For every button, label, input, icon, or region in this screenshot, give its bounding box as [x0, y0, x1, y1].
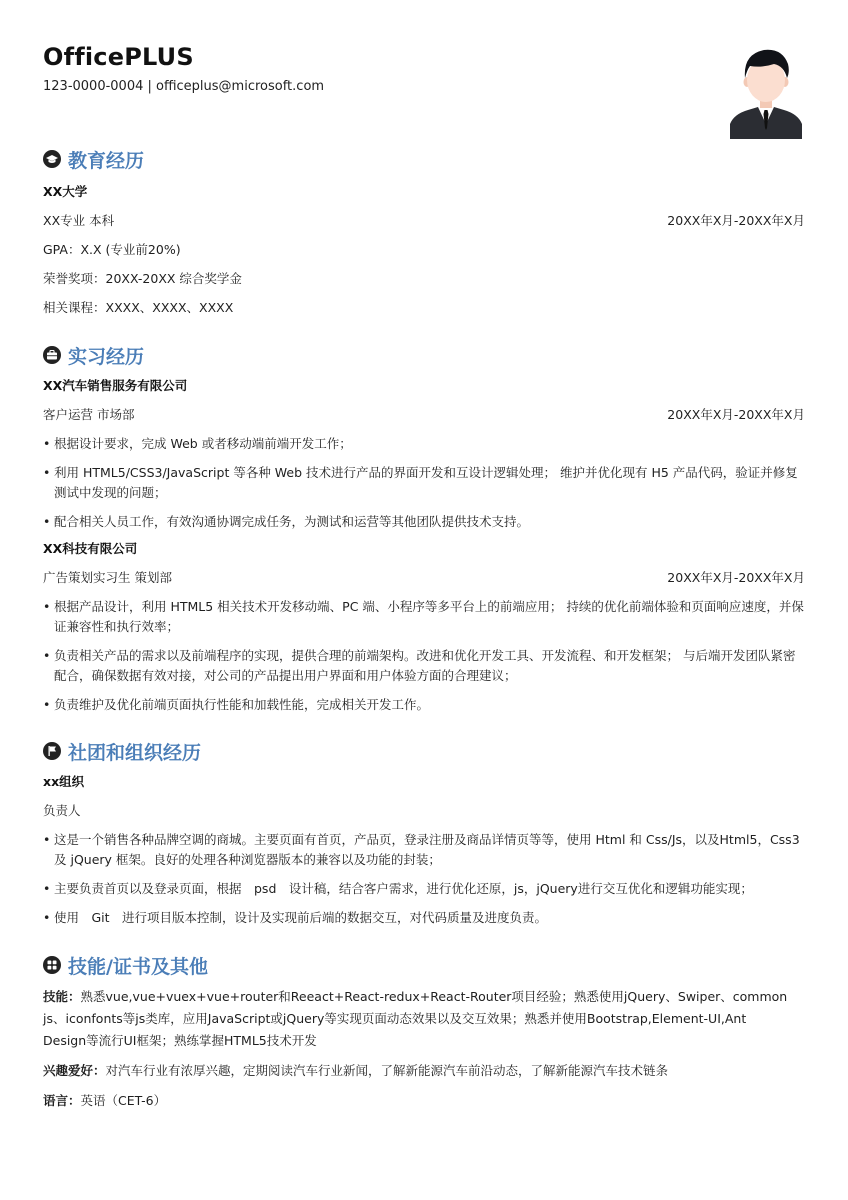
hobby-text: 对汽车行业有浓厚兴趣，定期阅读汽车行业新闻，了解新能源汽车前沿动态，了解新能源汽车技术链条 — [105, 1063, 669, 1078]
school-name: XX大学 — [43, 184, 88, 199]
job-bullets — [43, 434, 805, 532]
list-item: • 这是一个销售各种品牌空调的商城。主要页面有首页，产品页，登录注册及商品详情页等等，使用 Html 和 Css/Js，以及Html5，Css3 及 jQuery 框架。良好的处理各种浏览器版本的兼容以及功能的封装； — [43, 830, 805, 870]
company-name: XX科技有限公司 — [43, 541, 138, 556]
job-row — [43, 405, 805, 425]
education-title: 教育经历 — [68, 149, 145, 172]
list-item: • 根据产品设计，利用 HTML5 相关技术开发移动端、PC 端、小程序等多平台上的前端应用； 持续的优化前端体验和页面响应速度，并保证兼容性和执行效率； — [43, 597, 805, 637]
education-section — [43, 146, 805, 318]
education-header — [43, 146, 805, 172]
org-name: xx组织 — [43, 774, 85, 789]
org-role: 负责人 — [43, 803, 81, 818]
lang-text: 英语（CET-6） — [80, 1093, 167, 1108]
clubs-title: 社团和组织经历 — [68, 741, 202, 764]
job-date: 20XX年X月-20XX年X月 — [667, 407, 805, 422]
job-date: 20XX年X月-20XX年X月 — [667, 570, 805, 585]
list-item: • 使用 Git 进行项目版本控制，设计及实现前后端的数据交互，对代码质量及进度负责。 — [43, 908, 805, 928]
graduation-cap-icon — [43, 150, 61, 168]
flag-icon — [43, 742, 61, 760]
internship-header — [43, 342, 805, 368]
list-item: • 利用 HTML5/CSS3/JavaScript 等各种 Web 技术进行产品的界面开发和互设计逻辑处理； 维护并优化现有 H5 产品代码，验证并修复测试中发现的问题； — [43, 463, 805, 503]
languages — [43, 1090, 805, 1112]
gpa: GPA：X.X (专业前20%) — [43, 242, 181, 257]
job-row — [43, 568, 805, 588]
list-item: • 根据设计要求，完成 Web 或者移动端前端开发工作； — [43, 434, 805, 454]
list-item: • 负责维护及优化前端页面执行性能和加载性能，完成相关开发工作。 — [43, 695, 805, 715]
candidate-name: OfficePLUS — [43, 43, 194, 71]
avatar-illustration — [730, 44, 802, 139]
job-bullets — [43, 597, 805, 715]
clubs-section — [43, 738, 805, 928]
skills-section — [43, 952, 805, 1112]
education-row — [43, 211, 805, 231]
contact-info: 123-0000-0004 | officeplus@microsoft.com — [43, 79, 325, 94]
job-entry-1 — [43, 376, 805, 532]
tech-label: 技能： — [43, 989, 81, 1004]
tech-text: 熟悉vue,vue+vuex+vue+router和Reeact+React-redux+React-Router项目经验；熟悉使用jQuery、Swiper、common js、iconfonts等js类库，应用JavaScript或jQuery等实现页面动态效果以及交互效果；熟悉并使用Bootstrap,Element-UI,Ant Design等流行UI框架；熟练掌握HTML5技术开发 — [43, 989, 788, 1048]
internship-section — [43, 342, 805, 715]
job-role: 客户运营 市场部 — [43, 407, 135, 422]
hobbies — [43, 1060, 805, 1082]
list-item: • 配合相关人员工作，有效沟通协调完成任务，为测试和运营等其他团队提供技术支持。 — [43, 512, 805, 532]
list-item: • 负责相关产品的需求以及前端程序的实现，提供合理的前端架构。改进和优化开发工具、开发流程、和开发框架； 与后端开发团队紧密配合，确保数据有效对接，对公司的产品提出用户界面和用户体验方面的合理建议； — [43, 646, 805, 686]
club-bullets — [43, 830, 805, 928]
grid-icon — [43, 956, 61, 974]
skills-title: 技能/证书及其他 — [68, 955, 208, 978]
major-degree: XX专业 本科 — [43, 213, 115, 228]
company-name: XX汽车销售服务有限公司 — [43, 378, 188, 393]
lang-label: 语言： — [43, 1093, 81, 1108]
internship-title: 实习经历 — [68, 345, 145, 368]
clubs-header — [43, 738, 805, 764]
education-date: 20XX年X月-20XX年X月 — [667, 213, 805, 228]
job-entry-2 — [43, 539, 805, 715]
job-role: 广告策划实习生 策划部 — [43, 570, 172, 585]
tech-skills — [43, 986, 805, 1052]
skills-header — [43, 952, 805, 978]
hobby-label: 兴趣爱好： — [43, 1063, 106, 1078]
briefcase-icon — [43, 346, 61, 364]
honors: 荣誉奖项：20XX-20XX 综合奖学金 — [43, 271, 242, 286]
profile-photo — [730, 44, 802, 139]
list-item: • 主要负责首页以及登录页面，根据 psd 设计稿，结合客户需求，进行优化还原，js，jQuery进行交互优化和逻辑功能实现； — [43, 879, 805, 899]
courses: 相关课程：XXXX、XXXX、XXXX — [43, 300, 234, 315]
